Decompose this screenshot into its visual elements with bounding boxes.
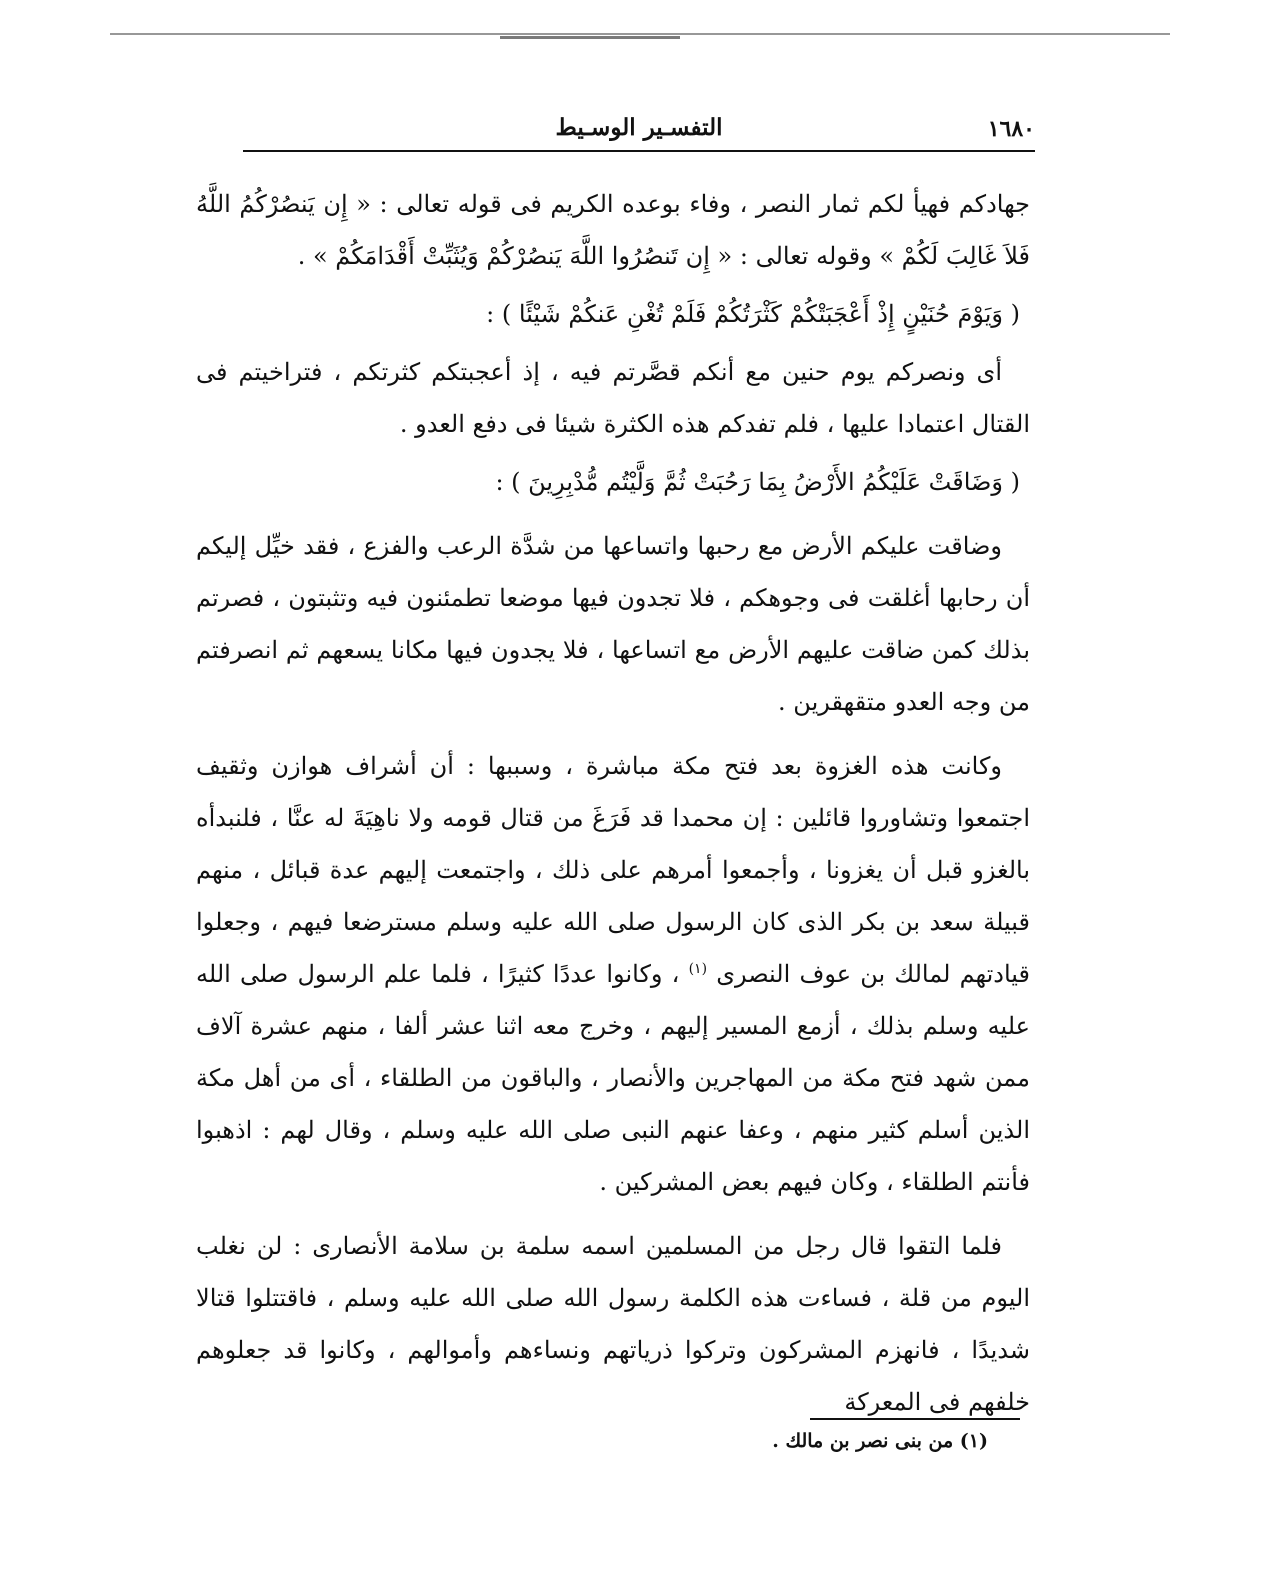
page-header — [243, 112, 1035, 152]
footnote-marker: (١) — [688, 961, 708, 977]
paragraph-5: فلما التقوا قال رجل من المسلمين اسمه سلمة بن سلامة الأنصارى : لن نغلب اليوم من قلة ، فساءت هذه الكلمة رسول الله صلى الله عليه وسلم ، فاقتتلوا قتالا شديدًا ، فانهزم المشركون وتركوا ذرياتهم ونساءهم وأموالهم ، وكانوا قد جعلوهم خلفهم فى المعركة — [196, 1232, 1030, 1416]
scan-top-line — [110, 33, 1170, 35]
paragraph-2: أى ونصركم يوم حنين مع أنكم قصَّرتم فيه ، إذ أعجبتكم كثرتكم ، فتراخيتم فى القتال اعتمادا عليها ، فلم تفدكم هذه الكثرة شيئا فى دفع العدو . — [196, 358, 1030, 438]
page-number: ١٦٨٠ — [987, 116, 1035, 142]
verse-1: ( وَيَوْمَ حُنَيْنٍ إِذْ أَعْجَبَتْكُمْ كَثْرَتُكُمْ فَلَمْ تُغْنِ عَنكُمْ شَيْئًا ) : — [486, 300, 1020, 328]
paragraph-4-part-1: وكانت هذه الغزوة بعد فتح مكة مباشرة ، وسببها : أن أشراف هوازن وثقيف اجتمعوا وتشاوروا قائلين : إن محمدا قد فَرَغَ من قتال قومه ولا ناهِيَةَ له عنَّا ، فلنبدأه بالغزو قبل أن يغزونا ، وأجمعوا أمرهم على ذلك ، واجتمعت إليهم عدة قبائل ، منهم قبيلة سعد بن بكر الذى كان الرسول صلى الله عليه وسلم مسترضعا فيهم ، وجعلوا قيادتهم لمالك بن عوف النصرى — [196, 752, 1030, 988]
paragraph-1: جهادكم فهيأ لكم ثمار النصر ، وفاء بوعده الكريم فى قوله تعالى : « إِن يَنصُرْكُمُ اللَّهُ فَلاَ غَالِبَ لَكُمْ » وقوله تعالى : « إِن تَنصُرُوا اللَّهَ يَنصُرْكُمْ وَيُثَبِّتْ أَقْدَامَكُمْ » . — [196, 190, 1030, 270]
footnote: (١) من بنى نصر بن مالك . — [772, 1430, 988, 1452]
running-title: التفسـير الوسـيط — [555, 114, 723, 141]
header-rule — [243, 150, 1035, 152]
paragraph-4-part-2: ، وكانوا عددًا كثيرًا ، فلما علم الرسول صلى الله عليه وسلم بذلك ، أزمع المسير إليهم ، وخرج معه اثنا عشر ألفا ، منهم عشرة آلاف ممن شهد فتح مكة من المهاجرين والأنصار ، والباقون من الطلقاء ، أى من أهل مكة الذين أسلم كثير منهم ، وعفا عنهم النبى صلى الله عليه وسلم ، وقال لهم : اذهبوا فأنتم الطلقاء ، وكان فيهم بعض المشركين . — [196, 960, 1030, 1196]
scan-top-mark — [500, 36, 680, 39]
paragraph-4 — [196, 740, 1030, 1208]
paragraph-3: وضاقت عليكم الأرض مع رحبها واتساعها من شدَّة الرعب والفزع ، فقد خيِّل إليكم أن رحابها أغلقت فى وجوهكم ، فلا تجدون فيها موضعا تطمئنون فيه وتثبتون ، فصرتم بذلك كمن ضاقت عليهم الأرض مع اتساعها ، فلا يجدون فيها مكانا يسعهم ثم انصرفتم من وجه العدو متقهقرين . — [196, 532, 1031, 716]
footnote-rule — [810, 1418, 1020, 1420]
body-text — [196, 178, 1030, 1428]
verse-2: ( وَضَاقَتْ عَلَيْكُمُ الأَرْضُ بِمَا رَحُبَتْ ثُمَّ وَلَّيْتُم مُّدْبِرِينَ ) : — [495, 468, 1020, 496]
